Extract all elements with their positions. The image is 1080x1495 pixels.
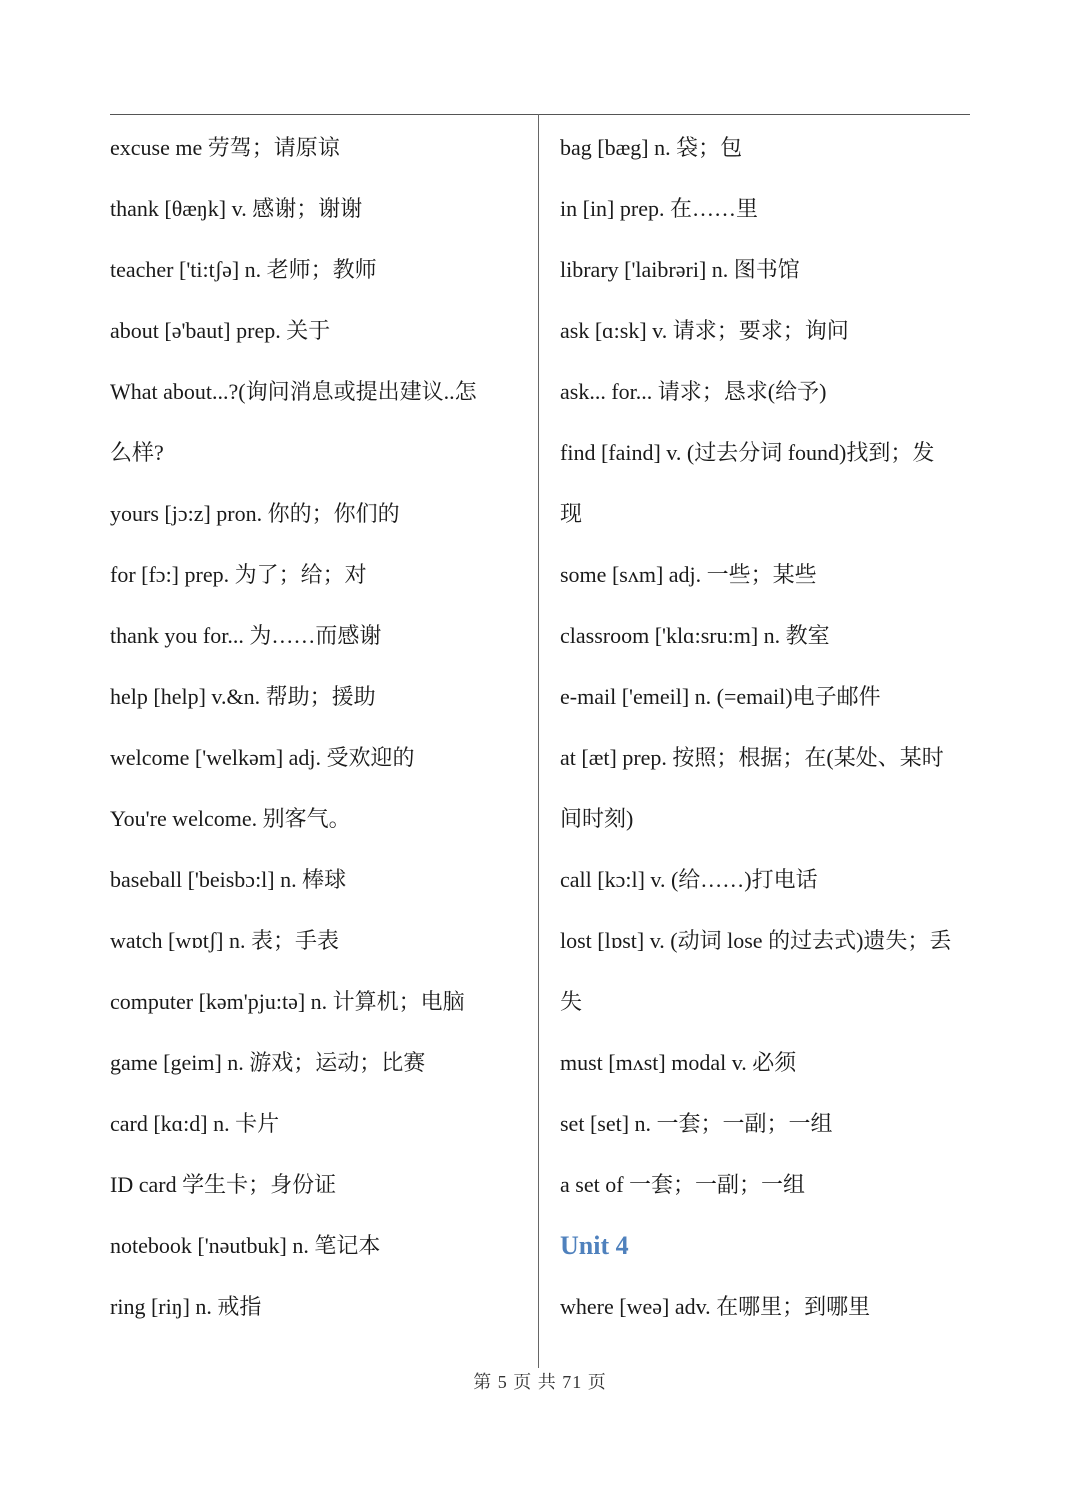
vocab-line: ask... for... 请求；恳求(给予) xyxy=(560,379,827,404)
vocab-line: set [set] n. 一套；一副；一组 xyxy=(560,1111,833,1136)
vocab-line: 现 xyxy=(560,501,583,526)
vocab-line: baseball ['beisbɔ:l] n. 棒球 xyxy=(110,867,347,892)
vocab-line: library ['laibrəri] n. 图书馆 xyxy=(560,257,800,282)
vocab-line: find [faind] v. (过去分词 found)找到；发 xyxy=(560,440,935,465)
vocab-line: about [ə'baut] prep. 关于 xyxy=(110,318,331,343)
vocab-line: in [in] prep. 在……里 xyxy=(560,196,758,221)
vocab-line: lost [lɒst] v. (动词 lose 的过去式)遗失；丢 xyxy=(560,928,952,953)
page-number-footer: 第 5 页 共 71 页 xyxy=(473,1372,607,1392)
vocab-line: welcome ['welkəm] adj. 受欢迎的 xyxy=(110,745,415,770)
vocab-line: ID card 学生卡；身份证 xyxy=(110,1172,337,1197)
vocab-line: some [sʌm] adj. 一些；某些 xyxy=(560,562,817,587)
vocab-line: notebook ['nəutbuk] n. 笔记本 xyxy=(110,1233,381,1258)
vocab-line: must [mʌst] modal v. 必须 xyxy=(560,1050,797,1075)
vocab-line: game [geim] n. 游戏；运动；比赛 xyxy=(110,1050,426,1075)
vocab-line: at [æt] prep. 按照；根据；在(某处、某时 xyxy=(560,745,944,770)
vocab-line: computer [kəm'pju:tə] n. 计算机；电脑 xyxy=(110,989,465,1014)
vocab-line: 间时刻) xyxy=(560,806,634,831)
vocab-line: help [help] v.&n. 帮助；援助 xyxy=(110,684,376,709)
vocab-line: 失 xyxy=(560,989,583,1014)
left-column xyxy=(110,117,525,1337)
vocab-line: teacher ['ti:tʃə] n. 老师；教师 xyxy=(110,257,377,282)
vocab-line: a set of 一套；一副；一组 xyxy=(560,1172,806,1197)
vocab-line: yours [jɔ:z] pron. 你的；你们的 xyxy=(110,501,400,526)
top-rule xyxy=(110,114,970,115)
right-column xyxy=(560,117,980,1337)
vocab-line: call [kɔ:l] v. (给……)打电话 xyxy=(560,867,818,892)
vocab-line: e-mail ['emeil] n. (=email)电子邮件 xyxy=(560,684,881,709)
vocab-line: watch [wɒtʃ] n. 表；手表 xyxy=(110,928,340,953)
vocab-line: ring [riŋ] n. 戒指 xyxy=(110,1294,262,1319)
vocab-line: where [weə] adv. 在哪里；到哪里 xyxy=(560,1294,871,1319)
vocab-line: thank you for... 为……而感谢 xyxy=(110,623,382,648)
vocab-line: for [fɔ:] prep. 为了；给；对 xyxy=(110,562,367,587)
vocab-line: 么样? xyxy=(110,440,164,465)
unit-heading: Unit 4 xyxy=(560,1231,629,1260)
vocab-line: You're welcome. 别客气。 xyxy=(110,806,351,831)
vocab-line: thank [θæŋk] v. 感谢；谢谢 xyxy=(110,196,363,221)
vocab-line: classroom ['klɑ:sru:m] n. 教室 xyxy=(560,623,830,648)
vocab-line: excuse me 劳驾；请原谅 xyxy=(110,135,340,160)
vocab-line: card [kɑ:d] n. 卡片 xyxy=(110,1111,280,1136)
vocab-line: bag [bæg] n. 袋；包 xyxy=(560,135,743,160)
vocab-line: What about...?(询问消息或提出建议..怎 xyxy=(110,379,477,404)
vocab-line: ask [ɑ:sk] v. 请求；要求；询问 xyxy=(560,318,849,343)
column-divider xyxy=(538,114,539,1368)
